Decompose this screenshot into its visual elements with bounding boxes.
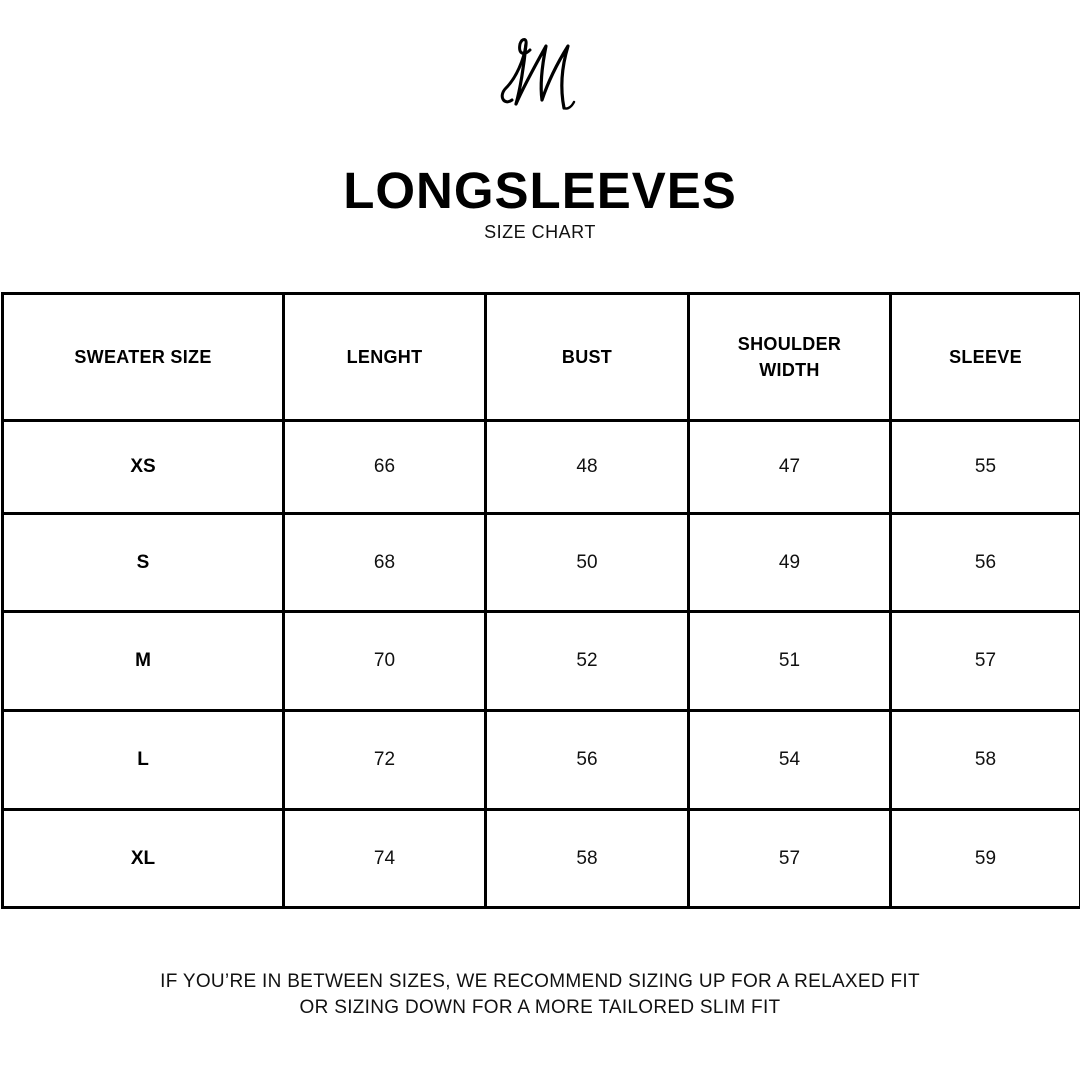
sizing-note <box>0 969 1080 1021</box>
table-row <box>3 711 1080 810</box>
size-cell: S <box>3 514 284 612</box>
table-row <box>3 612 1080 711</box>
sleeve-cell: 56 <box>891 514 1080 612</box>
size-cell: XS <box>3 421 284 514</box>
shoulder-width-cell: 51 <box>689 612 891 711</box>
shoulder-width-label: SHOULDER WIDTH <box>737 334 842 380</box>
column-header-sweater-size: SWEATER SIZE <box>3 294 284 421</box>
bust-cell: 56 <box>486 711 689 810</box>
table-row <box>3 514 1080 612</box>
length-cell: 74 <box>284 810 486 908</box>
shoulder-width-cell: 47 <box>689 421 891 514</box>
page-subtitle: SIZE CHART <box>484 222 596 242</box>
column-header-sleeve: SLEEVE <box>891 294 1080 421</box>
sleeve-cell: 55 <box>891 421 1080 514</box>
length-cell: 70 <box>284 612 486 711</box>
length-cell: 72 <box>284 711 486 810</box>
bust-cell: 52 <box>486 612 689 711</box>
sizing-note-line-1: IF YOU’RE IN BETWEEN SIZES, WE RECOMMEND SIZING UP FOR A RELAXED FIT <box>160 971 920 992</box>
sleeve-cell: 59 <box>891 810 1080 908</box>
script-m-monogram-icon <box>490 30 590 120</box>
sleeve-cell: 58 <box>891 711 1080 810</box>
bust-cell: 58 <box>486 810 689 908</box>
shoulder-width-cell: 49 <box>689 514 891 612</box>
sizing-note-line-2: OR SIZING DOWN FOR A MORE TAILORED SLIM FIT <box>299 997 781 1018</box>
size-chart-table <box>1 292 1080 909</box>
shoulder-width-cell: 54 <box>689 711 891 810</box>
size-cell: XL <box>3 810 284 908</box>
sleeve-cell: 57 <box>891 612 1080 711</box>
bust-cell: 48 <box>486 421 689 514</box>
column-header-bust: BUST <box>486 294 689 421</box>
table-row <box>3 810 1080 908</box>
size-cell: M <box>3 612 284 711</box>
table-row <box>3 421 1080 514</box>
length-cell: 66 <box>284 421 486 514</box>
page-title: LONGSLEEVES <box>343 162 737 219</box>
shoulder-width-cell: 57 <box>689 810 891 908</box>
table-header-row <box>3 294 1080 421</box>
column-header-length: LENGHT <box>284 294 486 421</box>
brand-logo <box>0 30 1080 120</box>
size-cell: L <box>3 711 284 810</box>
column-header-shoulder-width <box>689 294 891 421</box>
bust-cell: 50 <box>486 514 689 612</box>
length-cell: 68 <box>284 514 486 612</box>
